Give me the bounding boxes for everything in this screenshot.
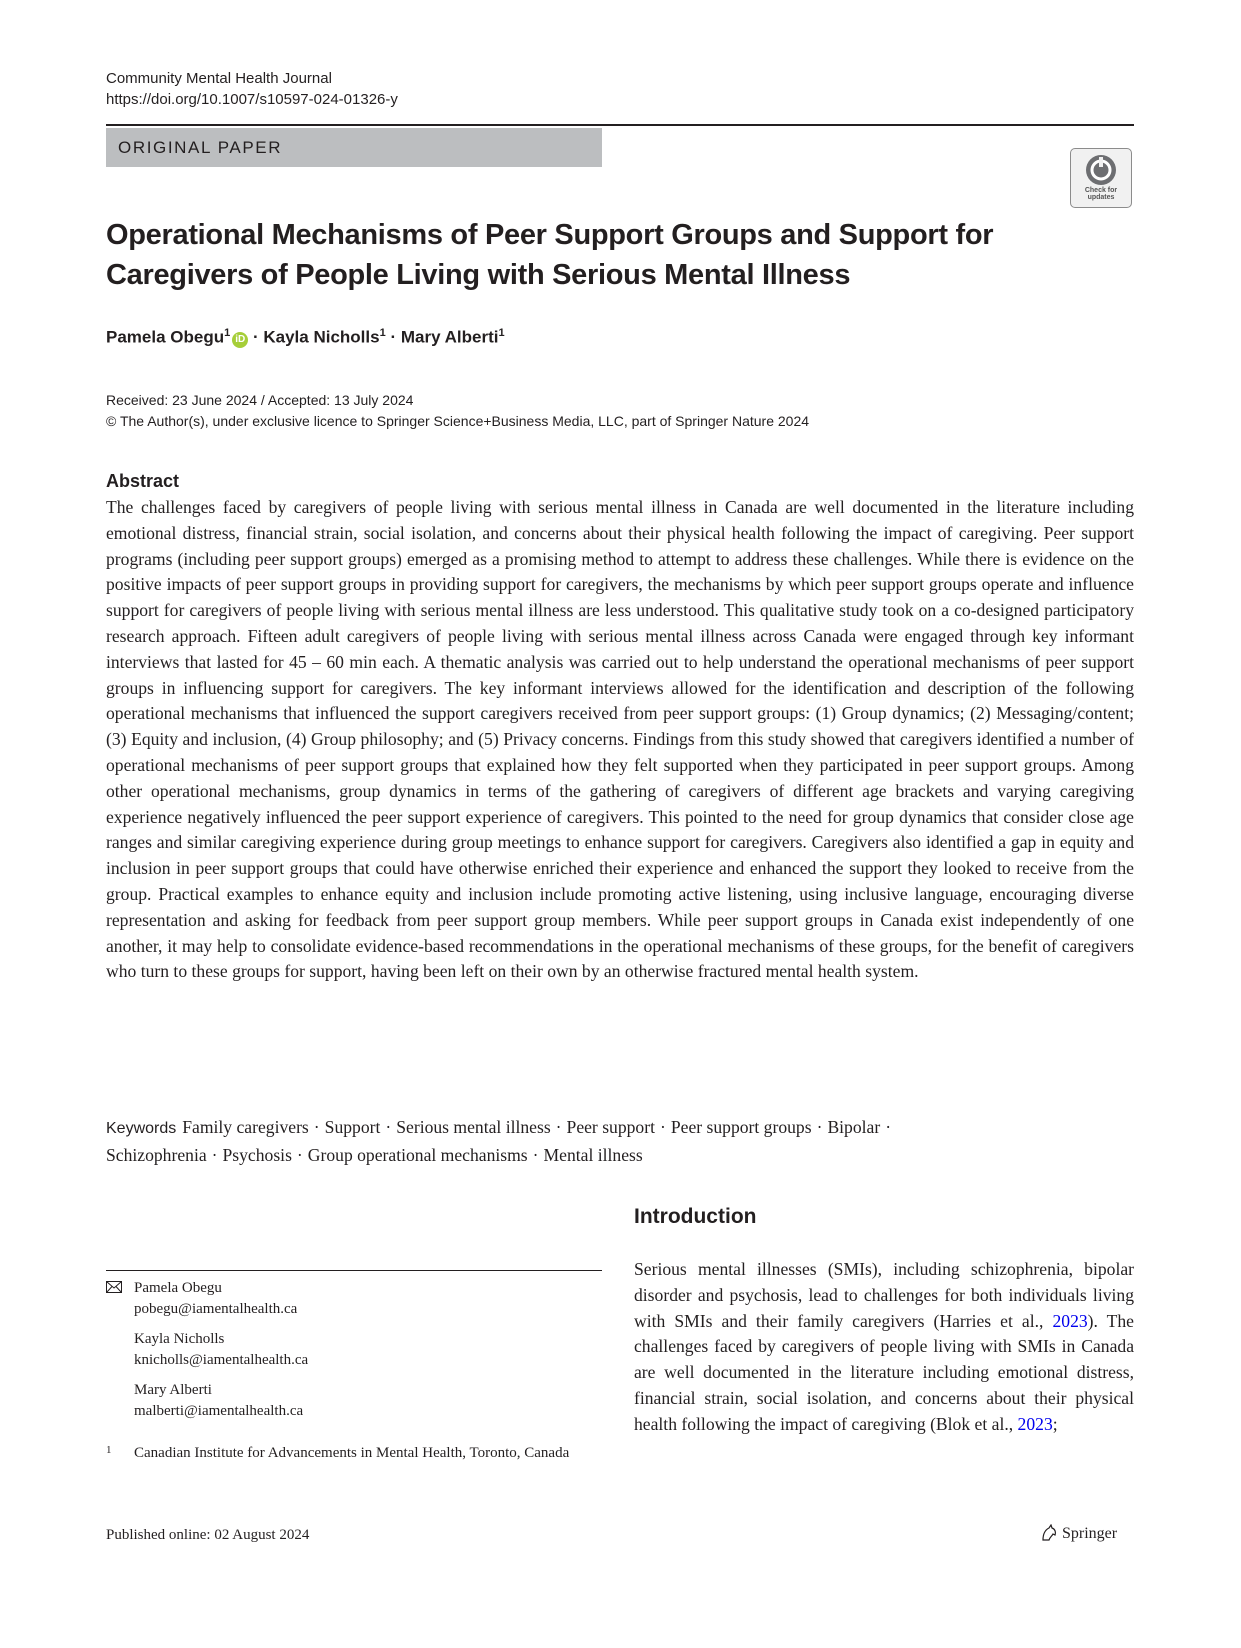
keyword-separator: · [313, 1117, 320, 1137]
intro-text-part: Serious mental illnesses (SMIs), including schizophrenia, bipolar disorder and psychosis, lead to challenges for both individuals living with SMIs and their family caregivers (Harries et al., [634, 1259, 1134, 1331]
author-name[interactable]: Kayla Nicholls [263, 327, 380, 347]
citation-link[interactable]: 2023 [1017, 1413, 1053, 1434]
keyword-separator: · [659, 1117, 666, 1137]
correspondence-email[interactable]: malberti@iamentalhealth.ca [134, 1403, 304, 1419]
keyword-separator: · [296, 1145, 303, 1165]
correspondence-entry [134, 1380, 602, 1422]
keyword-separator: · [816, 1117, 823, 1137]
affiliation-number: 1 [106, 1444, 112, 1456]
citation-link[interactable]: 2023 [1052, 1310, 1088, 1331]
published-date: Published online: 02 August 2024 [106, 1527, 310, 1543]
keyword: Family caregivers [182, 1117, 309, 1137]
journal-header [106, 68, 398, 110]
keyword-separator: · [211, 1145, 218, 1165]
keyword: Peer support [566, 1117, 655, 1137]
springer-horse-icon [1040, 1524, 1058, 1542]
keyword-separator: · [885, 1117, 892, 1137]
author-separator: · [252, 327, 259, 347]
keyword-separator: · [532, 1145, 539, 1165]
check-for-updates-badge[interactable] [1070, 148, 1132, 208]
affiliation-block [106, 1443, 602, 1464]
keyword: Group operational mechanisms [307, 1145, 528, 1165]
keyword: Mental illness [543, 1145, 643, 1165]
affiliation-text: Canadian Institute for Advancements in Mental Health, Toronto, Canada [134, 1445, 570, 1461]
keywords [106, 1114, 1134, 1168]
keyword: Schizophrenia [106, 1145, 207, 1165]
correspondence-email[interactable]: knicholls@iamentalhealth.ca [134, 1352, 309, 1368]
keyword: Psychosis [222, 1145, 292, 1165]
keyword: Support [324, 1117, 381, 1137]
author-name[interactable]: Mary Alberti [400, 327, 499, 347]
abstract-text: The challenges faced by caregivers of people living with serious mental illness in Canada are well documented in the literature including emotional distress, financial strain, social isolation, and concerns about their physical health following the impact of caregiving. Peer support programs (including peer support groups) emerged as a promising method to attempt to address these challenges. While there is evidence on the positive impacts of peer support groups in providing support for caregivers, the mechanisms by which peer support groups operate and influence support for caregivers of people living with serious mental illness are less understood. This qualitative study took on a co-designed participatory research approach. Fifteen adult caregivers of people living with serious mental illness across Canada were engaged through key informant interviews that lasted for 45 – 60 min each. A thematic analysis was carried out to help understand the operational mechanisms of peer support groups in influencing support for caregivers. The key informant interviews allowed for the identification and description of the following operational mechanisms that influenced the support caregivers received from peer support groups: (1) Group dynamics; (2) Messaging/content; (3) Equity and inclusion, (4) Group philosophy; and (5) Privacy concerns. Findings from this study showed that caregivers identified a number of operational mechanisms of peer support groups that explained how they felt supported when they participated in peer support groups. Among other operational mechanisms, group dynamics in terms of the gathering of caregivers of different age brackets and varying caregiving experience negatively influenced the peer support experience of caregivers. This pointed to the need for group dynamics that consider close age ranges and similar caregiving experience during group meetings to enhance support for caregivers. Caregivers also identified a gap in equity and inclusion in peer support groups that could have otherwise enriched their experience and enhanced the support they looked to receive from the group. Practical examples to enhance equity and inclusion include promoting active listening, using inclusive language, encouraging diverse representation and asking for feedback from peer support group members. While peer support groups in Canada exist independently of one another, it may help to consolidate evidence-based recommendations in the operational mechanisms of these groups, for the benefit of caregivers who turn to these groups for support, having been left on their own by an otherwise fractured mental health system. [106, 497, 1134, 982]
author-affiliation-marker: 1 [224, 327, 231, 339]
paper-type-banner: ORIGINAL PAPER [106, 128, 602, 167]
intro-text-part: ; [1052, 1413, 1058, 1434]
doi-link[interactable]: https://doi.org/10.1007/s10597-024-01326-y [106, 91, 398, 108]
orcid-icon[interactable]: iD [232, 332, 248, 348]
received-accepted-dates: Received: 23 June 2024 / Accepted: 13 July 2024 [106, 392, 414, 408]
correspondence-name: Kayla Nicholls [134, 1331, 225, 1347]
author-separator: · [390, 327, 397, 347]
check-updates-line-1: Check for [1084, 187, 1118, 194]
mail-icon [106, 1281, 122, 1293]
introduction-text [634, 1257, 1134, 1438]
introduction-heading: Introduction [634, 1205, 757, 1228]
copyright-line: © The Author(s), under exclusive licence to Springer Science+Business Media, LLC, part of Springer Nature 2024 [106, 413, 810, 429]
publisher-logo [1040, 1524, 1117, 1543]
author-list [106, 327, 505, 348]
publisher-name: Springer [1062, 1525, 1118, 1542]
author-affiliation-marker: 1 [379, 327, 386, 339]
keyword: Serious mental illness [396, 1117, 551, 1137]
author-affiliation-marker: 1 [498, 327, 505, 339]
header-rule [106, 124, 1134, 126]
correspondence-name: Pamela Obegu [134, 1280, 222, 1296]
article-dates [106, 390, 809, 432]
keyword-separator: · [555, 1117, 562, 1137]
correspondence-entry [134, 1278, 602, 1320]
keyword: Bipolar [827, 1117, 881, 1137]
correspondence-email[interactable]: pobegu@iamentalhealth.ca [134, 1301, 298, 1317]
check-updates-line-2: updates [1087, 194, 1115, 201]
intro-text-part: ). The challenges faced by caregivers of people living with SMIs in Canada are well documented in the literature including emotional distress, financial strain, social isolation, and concerns about their physical health following the impact of caregiving (Blok et al., [634, 1310, 1134, 1434]
correspondence-name: Mary Alberti [134, 1382, 212, 1398]
keyword: Peer support groups [670, 1117, 812, 1137]
keywords-label: Keywords [106, 1120, 177, 1137]
correspondence-entry [134, 1329, 602, 1371]
footnote-rule [106, 1270, 602, 1271]
check-updates-icon [1085, 154, 1117, 186]
article-title: Operational Mechanisms of Peer Support Groups and Support for Caregivers of People Living with Serious Mental Illness [106, 219, 994, 291]
abstract-heading: Abstract [106, 471, 180, 491]
correspondence-block [106, 1278, 602, 1431]
author-name[interactable]: Pamela Obegu [106, 327, 225, 347]
keyword-separator: · [385, 1117, 392, 1137]
journal-name: Community Mental Health Journal [106, 70, 332, 87]
